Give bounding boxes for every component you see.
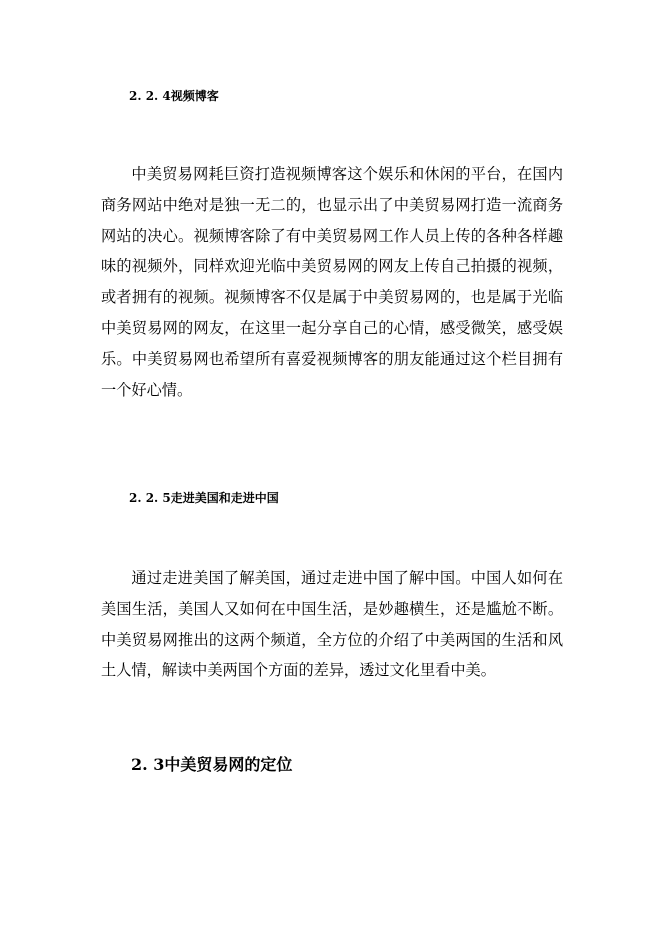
paragraph-video-blog: 中美贸易网耗巨资打造视频博客这个娱乐和休闲的平台，在国内商务网站中绝对是独一无二的，也显示出了中美贸易网打造一流商务网站的决心。视频博客除了有中美贸易网工作人员上传的各种各样趣味的视频外，同样欢迎光临中美贸易网的网友上传自己拍摄的视频，或者拥有的视频。视频博客不仅是属于中美贸易网的，也是属于光临中美贸易网的网友，在这里一起分享自己的心情，感受微笑，感受娱乐。中美贸易网也希望所有喜爱视频博客的朋友能通过这个栏目拥有一个好心情。 — [101, 165, 563, 399]
paragraph-enter-usa-china: 通过走进美国了解美国，通过走进中国了解中国。中国人如何在美国生活，美国人又如何在中国生活，是妙趣横生，还是尴尬不断。中美贸易网推出的这两个频道，全方位的介绍了中美两国的生活和风土人情，解读中美两国个方面的差异，透过文化里看中美。 — [101, 569, 563, 680]
section-heading-enter-usa-china: 2. 2. 5走进美国和走进中国 — [129, 491, 279, 505]
section-heading-video-blog: 2. 2. 4视频博客 — [129, 89, 219, 103]
section-heading-positioning: 2. 3中美贸易网的定位 — [131, 755, 293, 774]
